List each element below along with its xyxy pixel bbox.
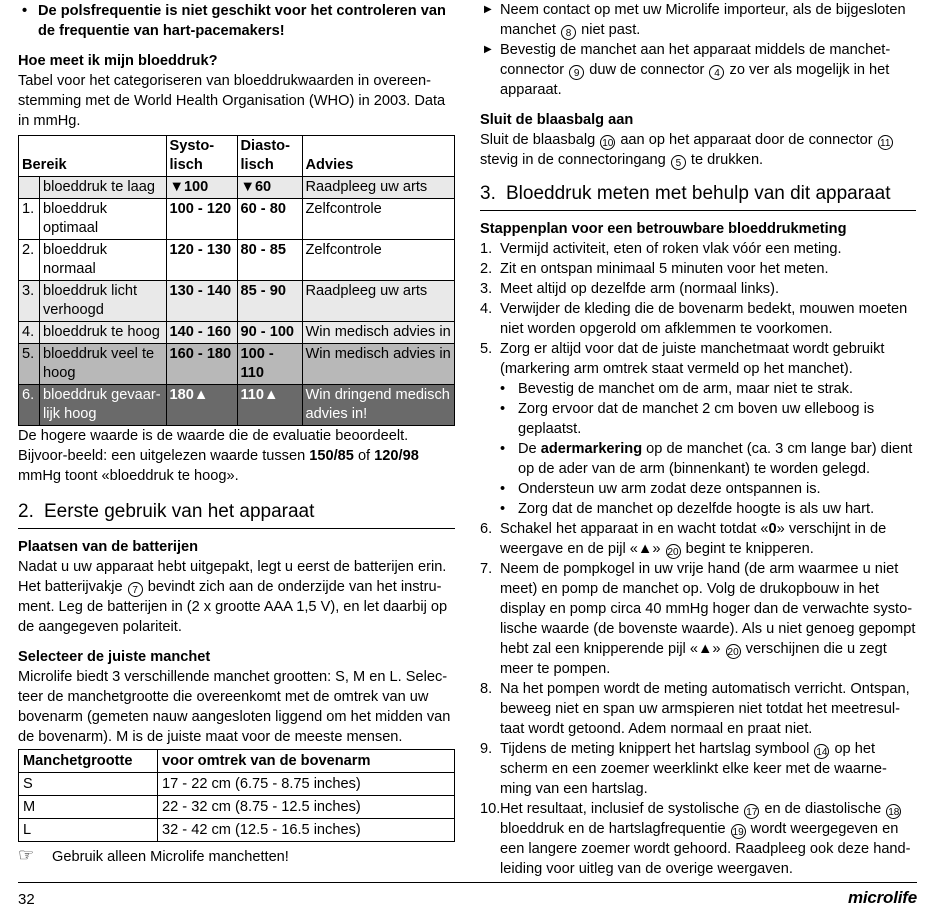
- row-advice: Win medisch advies in: [302, 344, 455, 385]
- intro-bullet: • De polsfrequentie is niet geschikt voor het controleren van de frequentie van hart-pacemakers!: [22, 3, 446, 39]
- ref-number: 14: [814, 744, 829, 759]
- row-advice: Raadpleeg uw arts: [302, 177, 455, 199]
- ref-number: 18: [886, 804, 901, 819]
- table-row: [19, 322, 455, 344]
- row-dia: 85 - 90: [237, 281, 302, 322]
- row-num: 3.: [19, 281, 40, 322]
- row-range: bloeddruk optimaal: [40, 199, 167, 240]
- step-item: 4. Verwijder de kleding die de bovenarm bedekt, mouwen moeten niet worden opgerold om afklemmen te voorkomen.: [480, 301, 908, 337]
- ref-number: 8: [561, 25, 576, 40]
- step-item: 5. Zorg er altijd voor dat de juiste manchetmaat wordt gebruikt (markering arm omtrek staat vermeld op het manchet).: [480, 341, 885, 377]
- bp-category-table: [18, 135, 455, 426]
- sub-item: • Zorg ervoor dat de manchet 2 cm boven uw elleboog is geplaatst.: [500, 401, 875, 437]
- cuff-size: M: [19, 796, 158, 819]
- row-range: bloeddruk veel te hoog: [40, 344, 167, 385]
- step-item: 1. Vermijd activiteit, eten of roken vlak vóór een meting.: [480, 241, 842, 257]
- row-sys: 180▲: [166, 385, 237, 426]
- cuff-range: 17 - 22 cm (6.75 - 8.75 inches): [158, 773, 455, 796]
- page-number: 32: [18, 891, 35, 908]
- row-advice: Raadpleeg uw arts: [302, 281, 455, 322]
- arrow-right-icon: ▶: [484, 4, 492, 15]
- batteries-text: Nadat u uw apparaat hebt uitgepakt, legt u eerst de batterijen erin. Het batterijvakje 7 bevindt zich aan de onderzijde van het instru-ment. Leg de batterijen in (2 x grootte AAA 1,5 V), en let daarbij op de aangegeven polariteit.: [18, 559, 448, 635]
- step-item: 7. Neem de pompkogel in uw vrije hand (de arm waarmee u niet meet) en pomp de manchet op. Volg de drukopbouw in het display en pomp circa 40 mmHg hoger dan de verwachte systo-lische waarde (de bovenste waarde). Als u niet genoeg gepompt hebt zal een knipperende pijl «▲» 20 verschijnen die u zegt meer te pompen.: [480, 561, 916, 677]
- header-arm-circumference: voor omtrek van de bovenarm: [158, 750, 455, 773]
- step-item: 9. Tijdens de meting knippert het hartslag symbool 14 op het scherm en een zoemer weerklinkt elke keer met de waarne-ming van een hartslag.: [480, 741, 887, 797]
- table-row: [19, 773, 455, 796]
- steps-list-continued: [480, 519, 916, 879]
- step-item: 2. Zit en ontspan minimaal 5 minuten voor het meten.: [480, 261, 829, 277]
- table-row: [19, 199, 455, 240]
- table-row: [19, 344, 455, 385]
- cuff-heading: Selecteer de juiste manchet: [18, 649, 211, 665]
- ref-number: 17: [744, 804, 759, 819]
- step5-sublist: [480, 379, 916, 519]
- row-num: [19, 177, 40, 199]
- brand-logo: microlife: [847, 888, 917, 907]
- header-advies: Advies: [302, 136, 455, 177]
- how-measure-heading: Hoe meet ik mijn bloeddruk?: [18, 53, 218, 69]
- cuff-size-table: [18, 749, 455, 842]
- ref-number: 19: [731, 824, 746, 839]
- ref-number: 9: [569, 65, 584, 80]
- note-line: ☞ Gebruik alleen Microlife manchetten!: [18, 845, 289, 865]
- ref-number: 7: [128, 582, 143, 597]
- step-item: 6. Schakel het apparaat in en wacht totdat «0» verschijnt in de weergave en de pijl «▲» 20 begint te knipperen.: [480, 521, 887, 558]
- pump-text: Sluit de blaasbalg 10 aan op het apparaat door de connector 11 stevig in de connectoringang 5 te drukken.: [480, 130, 916, 170]
- how-measure-text: Tabel voor het categoriseren van bloeddrukwaarden in overeen-stemming met de World Health Organisation (WHO) in 2003. Data in mmHg.: [18, 73, 446, 129]
- row-num: 2.: [19, 240, 40, 281]
- row-advice: Zelfcontrole: [302, 199, 455, 240]
- bp-table-header: [19, 136, 455, 177]
- footer-divider: [18, 882, 917, 883]
- row-sys: 100 - 120: [166, 199, 237, 240]
- section-3-heading: 3. Bloeddruk meten met behulp van dit apparaat: [480, 182, 916, 211]
- row-range: bloeddruk licht verhoogd: [40, 281, 167, 322]
- table-row: [19, 240, 455, 281]
- left-column: [18, 0, 455, 867]
- row-range: bloeddruk normaal: [40, 240, 167, 281]
- row-sys: 120 - 130: [166, 240, 237, 281]
- row-advice: Win medisch advies in: [302, 322, 455, 344]
- steps-heading: Stappenplan voor een betrouwbare bloeddrukmeting: [480, 221, 847, 237]
- step-item: 10. Het resultaat, inclusief de systolische 17 en de diastolische 18 bloeddruk en de hartslagfrequentie 19 wordt weergegeven en een langere zoemer wordt gehoord. Raadpleeg ook deze hand-leiding voor uitleg van de overige weergaven.: [480, 801, 911, 877]
- table-row: [19, 385, 455, 426]
- steps-list: [480, 239, 916, 379]
- batteries-heading: Plaatsen van de batterijen: [18, 539, 199, 555]
- intro-bullet-list: [18, 1, 455, 41]
- sub-item: • Ondersteun uw arm zodat deze ontspannen is.: [500, 481, 821, 497]
- header-diastolisch: Diasto-lisch: [237, 136, 302, 177]
- row-dia: 90 - 100: [237, 322, 302, 344]
- cuff-text: Microlife biedt 3 verschillende manchet grootten: S, M en L. Selec-teer de manchetgrootte die overeenkomt met de omtrek van uw bovenarm (gemeten nauw aangesloten liggend om het midden van de bovenarm). M is de juiste maat voor de meeste mensen.: [18, 669, 451, 745]
- sub-item: • Bevestig de manchet om de arm, maar niet te strak.: [500, 381, 853, 397]
- cuff-range: 22 - 32 cm (8.75 - 12.5 inches): [158, 796, 455, 819]
- row-dia: 110▲: [237, 385, 302, 426]
- row-dia: 60 - 80: [237, 199, 302, 240]
- ref-number: 10: [600, 135, 615, 150]
- table-row: [19, 796, 455, 819]
- arrow-right-icon: ▶: [484, 44, 492, 55]
- ref-number: 20: [666, 544, 681, 559]
- cuff-size: L: [19, 819, 158, 842]
- ref-number: 5: [671, 155, 686, 170]
- row-advice: Zelfcontrole: [302, 240, 455, 281]
- table-row: [19, 281, 455, 322]
- table-row: [19, 177, 455, 199]
- header-systolisch: Systo-lisch: [166, 136, 237, 177]
- table-row: [19, 819, 455, 842]
- row-advice: Win dringend medisch advies in!: [302, 385, 455, 426]
- arrow-item: ▶ Bevestig de manchet aan het apparaat middels de manchet-connector 9 duw de connector 4 zo ver als mogelijk in het apparaat.: [484, 42, 891, 98]
- header-bereik: Bereik: [19, 136, 167, 177]
- row-num: 1.: [19, 199, 40, 240]
- row-num: 6.: [19, 385, 40, 426]
- row-dia: 80 - 85: [237, 240, 302, 281]
- cuff-size: S: [19, 773, 158, 796]
- pointing-hand-icon: ☞: [18, 845, 35, 865]
- step-item: 8. Na het pompen wordt de meting automatisch verricht. Ontspan, beweeg niet en span uw armspieren niet totdat het meetresul-taat wordt getoond. Adem normaal en praat niet.: [480, 681, 910, 737]
- row-range: bloeddruk te laag: [40, 177, 167, 199]
- arrow-item: ▶ Neem contact op met uw Microlife importeur, als de bijgesloten manchet 8 niet past.: [484, 2, 906, 39]
- row-dia: 100 - 110: [237, 344, 302, 385]
- row-num: 4.: [19, 322, 40, 344]
- row-num: 5.: [19, 344, 40, 385]
- row-sys: ▼100: [166, 177, 237, 199]
- ref-number: 4: [709, 65, 724, 80]
- cuff-table-header: [19, 750, 455, 773]
- row-sys: 140 - 160: [166, 322, 237, 344]
- header-cuff-size: Manchetgrootte: [19, 750, 158, 773]
- row-range: bloeddruk gevaar-lijk hoog: [40, 385, 167, 426]
- ref-number: 20: [726, 644, 741, 659]
- arrow-list: [480, 0, 916, 100]
- row-sys: 130 - 140: [166, 281, 237, 322]
- sub-item: • De adermarkering op de manchet (ca. 3 cm lange bar) dient op de ader van de arm (binnenkant) te worden gelegd.: [500, 441, 913, 477]
- row-range: bloeddruk te hoog: [40, 322, 167, 344]
- ref-number: 11: [878, 135, 893, 150]
- row-sys: 160 - 180: [166, 344, 237, 385]
- cuff-range: 32 - 42 cm (12.5 - 16.5 inches): [158, 819, 455, 842]
- step-item: 3. Meet altijd op dezelfde arm (normaal links).: [480, 281, 780, 297]
- sub-item: • Zorg dat de manchet op dezelfde hoogte is als uw hart.: [500, 501, 875, 517]
- row-dia: ▼60: [237, 177, 302, 199]
- pump-heading: Sluit de blaasbalg aan: [480, 112, 634, 128]
- right-column: [480, 0, 916, 879]
- after-table-text: De hogere waarde is de waarde die de evaluatie beoordeelt. Bijvoor-beeld: een uitgelezen waarde tussen 150/85 of 120/98 mmHg toont «bloeddruk te hoog».: [18, 428, 419, 484]
- section-2-heading: 2. Eerste gebruik van het apparaat: [18, 500, 455, 529]
